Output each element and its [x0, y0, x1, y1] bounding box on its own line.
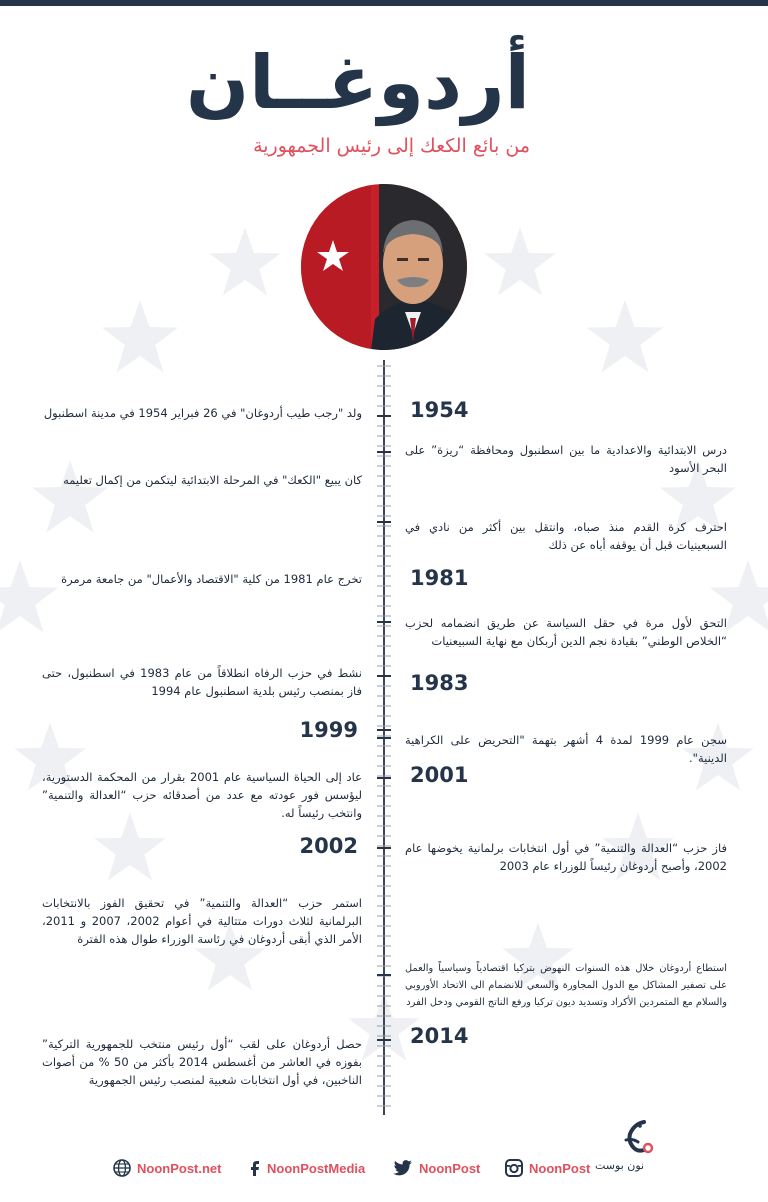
- timeline-event: احترف كرة القدم منذ صباه، وانتقل بين أكثر من نادي في السبعينيات قبل أن يوقفه أباه عن ذلك: [405, 520, 727, 552]
- timeline-event: ولد "رجب طيب أردوغان" في 26 فبراير 1954 في مدينة اسطنبول: [43, 406, 362, 420]
- noonpost-logo: [618, 1118, 658, 1162]
- portrait-image: [301, 184, 467, 350]
- timeline-event: فاز حزب “العدالة والتنمية” في أول انتخابات برلمانية يخوضها عام 2002، وأصبح أردوغان رئيساً للوزراء عام 2003: [405, 841, 727, 873]
- year-label: 2001: [410, 763, 469, 787]
- timeline-axis: [377, 360, 391, 1115]
- footer-twitter-text: NoonPost: [419, 1160, 481, 1176]
- year-label: 2002: [299, 834, 358, 858]
- timeline-event: تخرج عام 1981 من كلية "الاقتصاد والأعمال" من جامعة مرمرة: [61, 572, 362, 586]
- year-label: 2014: [410, 1024, 469, 1048]
- footer-facebook-text: NoonPostMedia: [267, 1160, 366, 1176]
- year-label: 1999: [299, 718, 358, 742]
- timeline-event: حصل أردوغان على لقب “أول رئيس منتخب للجمهورية التركية” بفوزه في العاشر من أغسطس 2014 بأكثر من 50 % من أصوات الناخبين، في أول انتخابات شعبية لمنصب رئيس الجمهورية: [42, 1037, 362, 1087]
- timeline-event: نشط في حزب الرفاه انطلاقاً من عام 1983 في اسطنبول، حتى فاز بمنصب رئيس بلدية اسطنبول عام 1994: [42, 666, 362, 698]
- footer-instagram-text: NoonPost: [529, 1160, 591, 1176]
- twitter-icon: [393, 1160, 413, 1176]
- year-label: 1983: [410, 671, 469, 695]
- facebook-icon: [249, 1159, 261, 1177]
- globe-icon: [113, 1159, 131, 1177]
- footer-website-link[interactable]: [113, 1158, 222, 1178]
- timeline-event: عاد إلى الحياة السياسية عام 2001 بقرار من المحكمة الدستورية، ليؤسس فور عودته مع عدد من أصدقائه حزب “العدالة والتنمية” وانتخب رئيساً له.: [42, 770, 362, 820]
- timeline-event: التحق لأول مرة في حقل السياسة عن طريق انضمامه لحزب “الخلاص الوطني” بقيادة نجم الدين أربكان مع نهاية السبيعنيات: [405, 616, 727, 648]
- timeline-event: استمر حزب “العدالة والتنمية” في تحقيق الفوز بالانتخابات البرلمانية لثلاث دورات متتالية في أعوام 2002، 2007 و 2011، الأمر الذي أبقى أردوغان في رئاسة الوزراء طوال هذه الفترة: [42, 896, 362, 946]
- footer-website-text: NoonPost.net: [137, 1160, 222, 1176]
- page-title: أردوغــان: [185, 40, 530, 126]
- year-label: 1954: [410, 398, 469, 422]
- year-label: 1981: [410, 566, 469, 590]
- timeline-event: درس الابتدائية والاعدادية ما بين اسطنبول ومحافظة “ريزة” على البحر الأسود: [405, 443, 727, 475]
- footer-instagram-link[interactable]: [505, 1158, 590, 1178]
- footer-facebook-link[interactable]: [249, 1158, 365, 1178]
- instagram-icon: [505, 1159, 523, 1177]
- brand-name: نون بوست: [595, 1159, 645, 1172]
- page-subtitle: من بائع الكعك إلى رئيس الجمهورية: [253, 135, 530, 157]
- footer-twitter-link[interactable]: [393, 1158, 480, 1178]
- timeline-event: كان يبيع "الكعك" في المرحلة الابتدائية ليتكمن من إكمال تعليمه: [63, 473, 362, 487]
- timeline-event: استطاع أردوغان خلال هذه السنوات النهوض بتركيا اقتصادياً وسياسياً والعمل على تصفير المشاكل مع الدول المجاورة والسعي للانضمام الى الاتحاد الأوروبي والسلام مع المتمردين الأكراد وتسديد ديون تركيا ورفع الناتج القومي ودخل الفرد: [405, 963, 727, 1008]
- timeline-event: سجن عام 1999 لمدة 4 أشهر بتهمة "التحريض على الكراهية الدينية".: [405, 733, 727, 765]
